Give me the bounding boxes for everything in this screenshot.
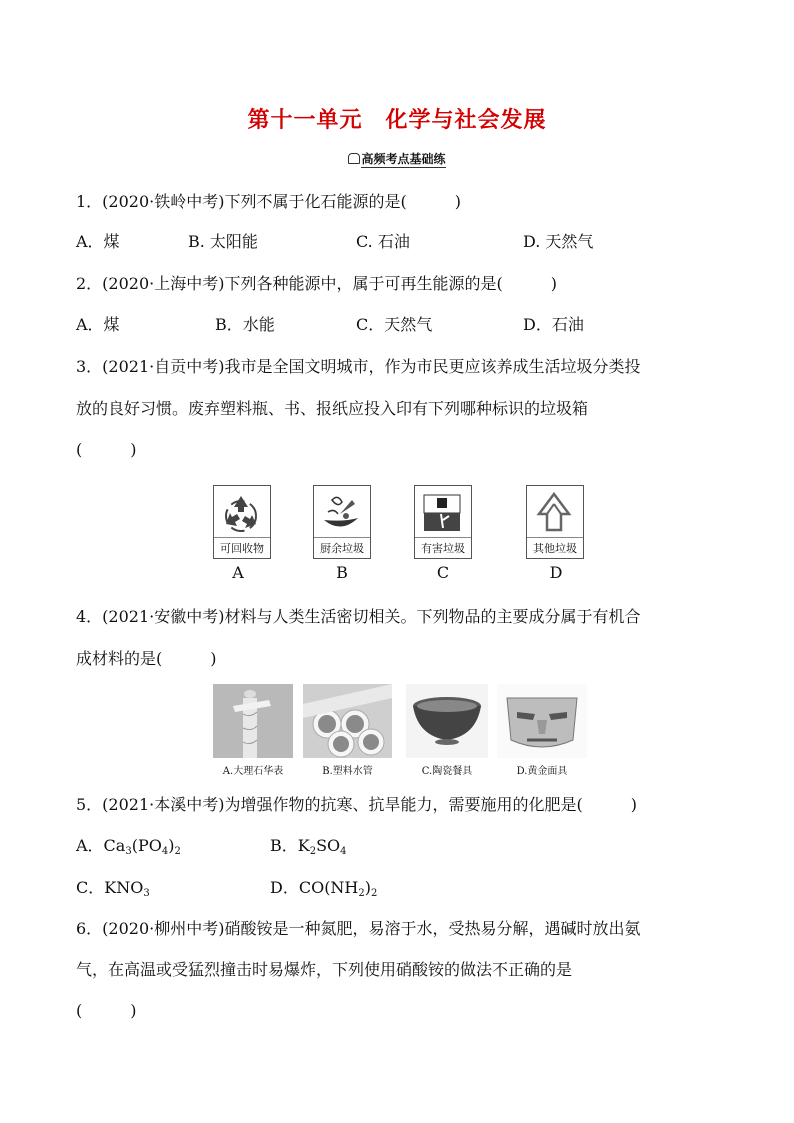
food-waste-bin-sign [313, 485, 371, 559]
bin-letter-a: A [232, 563, 244, 582]
other-waste-icon [531, 490, 577, 536]
question-4-line-1: 4．(2021·安徽中考)材料与人类生活密切相关。下列物品的主要成分属于有机合 [76, 607, 641, 626]
q5-option-c: C．$KNO_3$ [76, 878, 150, 899]
question-3-line-1: 3．(2021·自贡中考)我市是全国文明城市，作为市民更应该养成生活垃圾分类投 [76, 357, 641, 376]
photo-caption-c: C.陶瓷餐具 [421, 766, 473, 777]
q1-option-d: D. 天然气 [523, 232, 594, 251]
q5-option-d: D．$CO(NH_2)_2$ [270, 878, 378, 899]
book-icon [348, 153, 360, 164]
q1-option-b: B. 太阳能 [188, 232, 258, 251]
bin-label: 可回收物 [214, 537, 270, 556]
photo-caption-a: A.大理石华表 [222, 766, 284, 777]
question-1-stem: 1．(2020·铁岭中考)下列不属于化石能源的是( ) [76, 192, 461, 211]
bin-label: 有害垃圾 [415, 537, 471, 556]
question-3-line-3: ( ) [76, 440, 137, 459]
bin-label: 厨余垃圾 [314, 537, 370, 556]
q2-option-d: D．石油 [523, 315, 584, 334]
food-waste-icon [318, 490, 364, 536]
q1-option-c: C. 石油 [356, 232, 410, 251]
question-5-stem: 5．(2021·本溪中考)为增强作物的抗寒、抗旱能力，需要施用的化肥是( ) [76, 795, 637, 814]
marble-column-icon [213, 684, 293, 758]
gold-mask-icon [497, 684, 587, 758]
bin-letter-c: C [436, 563, 450, 582]
recycle-bin-sign [213, 485, 271, 559]
q2-option-a: A．煤 [76, 315, 120, 334]
question-6-line-1: 6．(2020·柳州中考)硝酸铵是一种氮肥，易溶于水，受热易分解，遇碱时放出氨 [76, 919, 641, 938]
question-2-stem: 2．(2020·上海中考)下列各种能源中，属于可再生能源的是( ) [76, 274, 557, 293]
section-subtitle: 高频考点基础练 [0, 150, 794, 167]
question-4-line-2: 成材料的是( ) [76, 649, 217, 668]
bin-letter-b: B [336, 563, 348, 582]
question-3-line-2: 放的良好习惯。废弃塑料瓶、书、报纸应投入印有下列哪种标识的垃圾箱 [76, 399, 589, 418]
q2-option-c: C．天然气 [356, 315, 433, 334]
other-waste-bin-sign [526, 485, 584, 559]
question-6-line-2: 气，在高温或受猛烈撞击时易爆炸，下列使用硝酸铵的做法不正确的是 [76, 960, 573, 979]
ceramic-bowl-icon [406, 684, 488, 758]
hazardous-icon [419, 490, 465, 536]
hazardous-bin-sign [414, 485, 472, 559]
q5-option-b: B．$K_2SO_4$ [270, 836, 347, 857]
bin-letter-d: D [549, 563, 563, 582]
q5-option-a: A．$Ca_3(PO_4)_2$ [76, 836, 181, 857]
q2-option-b: B．水能 [215, 315, 275, 334]
q1-option-a: A．煤 [76, 232, 120, 251]
photo-caption-d: D.黄金面具 [516, 766, 568, 777]
bin-label: 其他垃圾 [527, 537, 583, 556]
question-6-line-3: ( ) [76, 1001, 137, 1020]
plastic-pipes-icon [303, 684, 392, 758]
page-title: 第十一单元 化学与社会发展 [247, 108, 547, 133]
recycle-icon [218, 490, 264, 536]
photo-caption-b: B.塑料水管 [322, 766, 373, 777]
